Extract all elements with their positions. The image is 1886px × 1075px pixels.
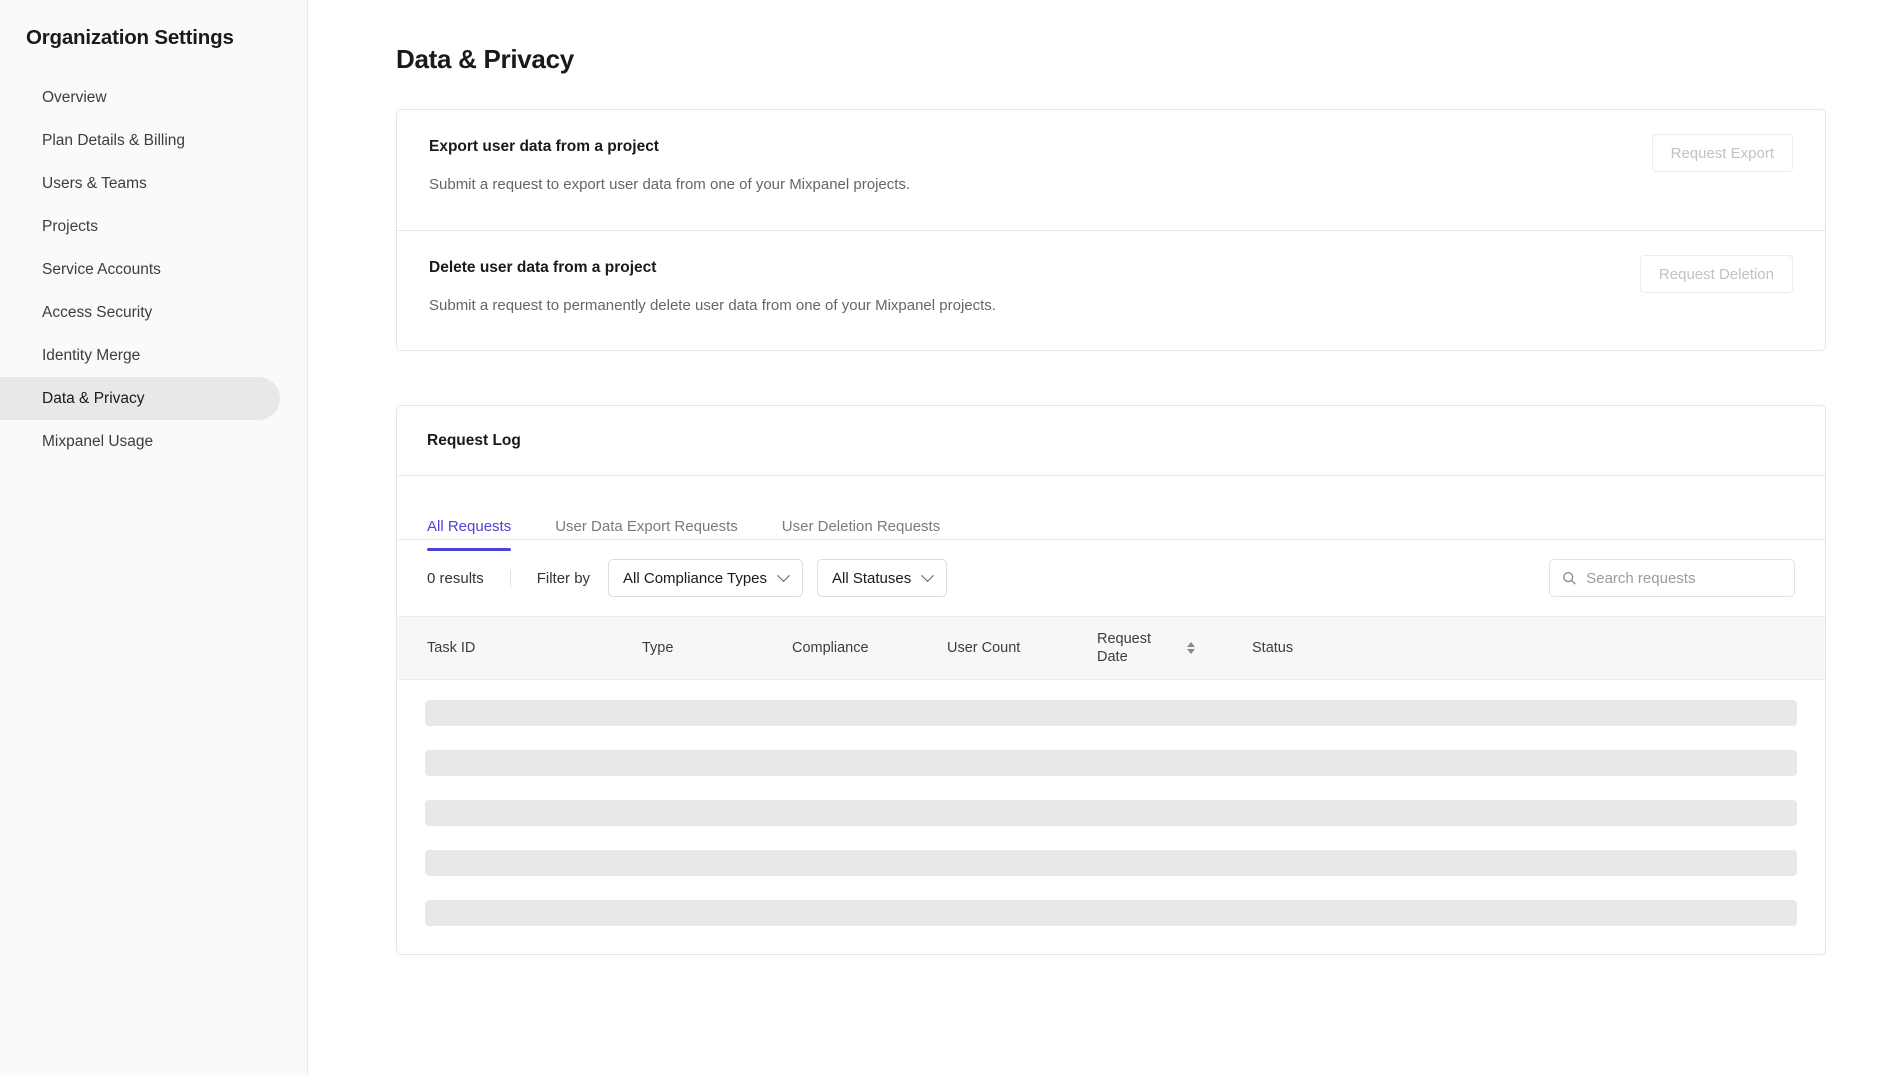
column-label: Status bbox=[1252, 640, 1294, 657]
compliance-type-select[interactable] bbox=[608, 559, 803, 597]
tab-label: User Data Export Requests bbox=[555, 518, 738, 535]
column-header-user-count[interactable] bbox=[947, 617, 1097, 680]
request-export-button[interactable]: Request Export bbox=[1652, 134, 1793, 172]
column-header-type[interactable] bbox=[642, 617, 792, 680]
table-header-row bbox=[397, 617, 1825, 680]
column-header-request-date[interactable] bbox=[1097, 617, 1252, 680]
sort-icon[interactable] bbox=[1187, 642, 1195, 654]
results-count: 0 results bbox=[427, 570, 511, 587]
table-loading-placeholder bbox=[397, 680, 1825, 954]
sidebar-item-label: Identity Merge bbox=[42, 346, 141, 364]
request-log-heading: Request Log bbox=[397, 406, 1825, 476]
delete-user-data-row bbox=[397, 230, 1825, 350]
sidebar-item-access-security[interactable] bbox=[0, 291, 280, 334]
skeleton-row bbox=[425, 850, 1797, 876]
column-label: Task ID bbox=[427, 640, 476, 657]
chevron-down-icon bbox=[921, 569, 934, 582]
export-user-data-description: Submit a request to export user data from one of your Mixpanel projects. bbox=[429, 176, 911, 193]
search-requests-input[interactable] bbox=[1586, 570, 1782, 587]
column-label: Compliance bbox=[792, 640, 869, 657]
column-label: User Count bbox=[947, 640, 1021, 657]
skeleton-row bbox=[425, 900, 1797, 926]
skeleton-row bbox=[425, 750, 1797, 776]
request-deletion-button[interactable]: Request Deletion bbox=[1640, 255, 1793, 293]
sidebar-item-label: Overview bbox=[42, 88, 107, 106]
column-header-status[interactable] bbox=[1252, 617, 1825, 680]
filter-bar bbox=[397, 540, 1825, 616]
sidebar-title: Organization Settings bbox=[26, 26, 234, 49]
sidebar-item-label: Service Accounts bbox=[42, 260, 161, 278]
tab-all-requests[interactable] bbox=[427, 518, 511, 551]
skeleton-row bbox=[425, 800, 1797, 826]
delete-user-data-title: Delete user data from a project bbox=[429, 259, 657, 276]
request-log-tabs bbox=[397, 476, 1825, 540]
sidebar-item-label: Plan Details & Billing bbox=[42, 131, 186, 149]
delete-user-data-description: Submit a request to permanently delete user data from one of your Mixpanel projects. bbox=[429, 297, 996, 314]
tab-label: User Deletion Requests bbox=[781, 518, 941, 535]
tab-user-deletion-requests[interactable] bbox=[782, 518, 940, 551]
sidebar-item-label: Users & Teams bbox=[42, 174, 147, 192]
sidebar-item-label: Access Security bbox=[42, 303, 153, 321]
sidebar-item-projects[interactable] bbox=[0, 205, 280, 248]
sidebar-nav bbox=[0, 76, 307, 463]
sidebar bbox=[0, 0, 308, 1075]
sidebar-item-users-teams[interactable] bbox=[0, 162, 280, 205]
column-label: Type bbox=[642, 640, 674, 657]
tab-user-data-export-requests[interactable] bbox=[555, 518, 738, 551]
column-header-task-id[interactable] bbox=[397, 617, 642, 680]
sidebar-item-label: Mixpanel Usage bbox=[42, 432, 154, 450]
sidebar-item-mixpanel-usage[interactable] bbox=[0, 420, 280, 463]
search-requests-box[interactable] bbox=[1549, 559, 1795, 597]
skeleton-row bbox=[425, 700, 1797, 726]
request-log-table bbox=[397, 616, 1825, 680]
status-select[interactable] bbox=[817, 559, 947, 597]
compliance-type-value: All Compliance Types bbox=[623, 569, 768, 587]
main-content bbox=[308, 0, 1886, 1075]
column-header-compliance[interactable] bbox=[792, 617, 947, 680]
sidebar-item-identity-merge[interactable] bbox=[0, 334, 280, 377]
search-icon bbox=[1562, 570, 1576, 586]
column-label: Request Date bbox=[1097, 631, 1152, 666]
sidebar-item-data-privacy[interactable] bbox=[0, 377, 280, 420]
sidebar-item-overview[interactable] bbox=[0, 76, 280, 119]
sidebar-item-plan-details-billing[interactable] bbox=[0, 119, 280, 162]
sidebar-item-label: Projects bbox=[42, 217, 98, 235]
sidebar-item-label: Data & Privacy bbox=[42, 389, 145, 407]
filter-by-label: Filter by bbox=[536, 569, 591, 587]
chevron-down-icon bbox=[777, 569, 790, 582]
export-user-data-row bbox=[397, 110, 1825, 230]
sidebar-item-service-accounts[interactable] bbox=[0, 248, 280, 291]
data-privacy-actions-card bbox=[396, 109, 1826, 351]
request-log-card bbox=[396, 405, 1826, 955]
status-value: All Statuses bbox=[832, 569, 912, 587]
export-user-data-title: Export user data from a project bbox=[429, 138, 659, 155]
page-title: Data & Privacy bbox=[396, 44, 574, 74]
table-header bbox=[397, 617, 1825, 680]
tab-label: All Requests bbox=[427, 518, 512, 535]
